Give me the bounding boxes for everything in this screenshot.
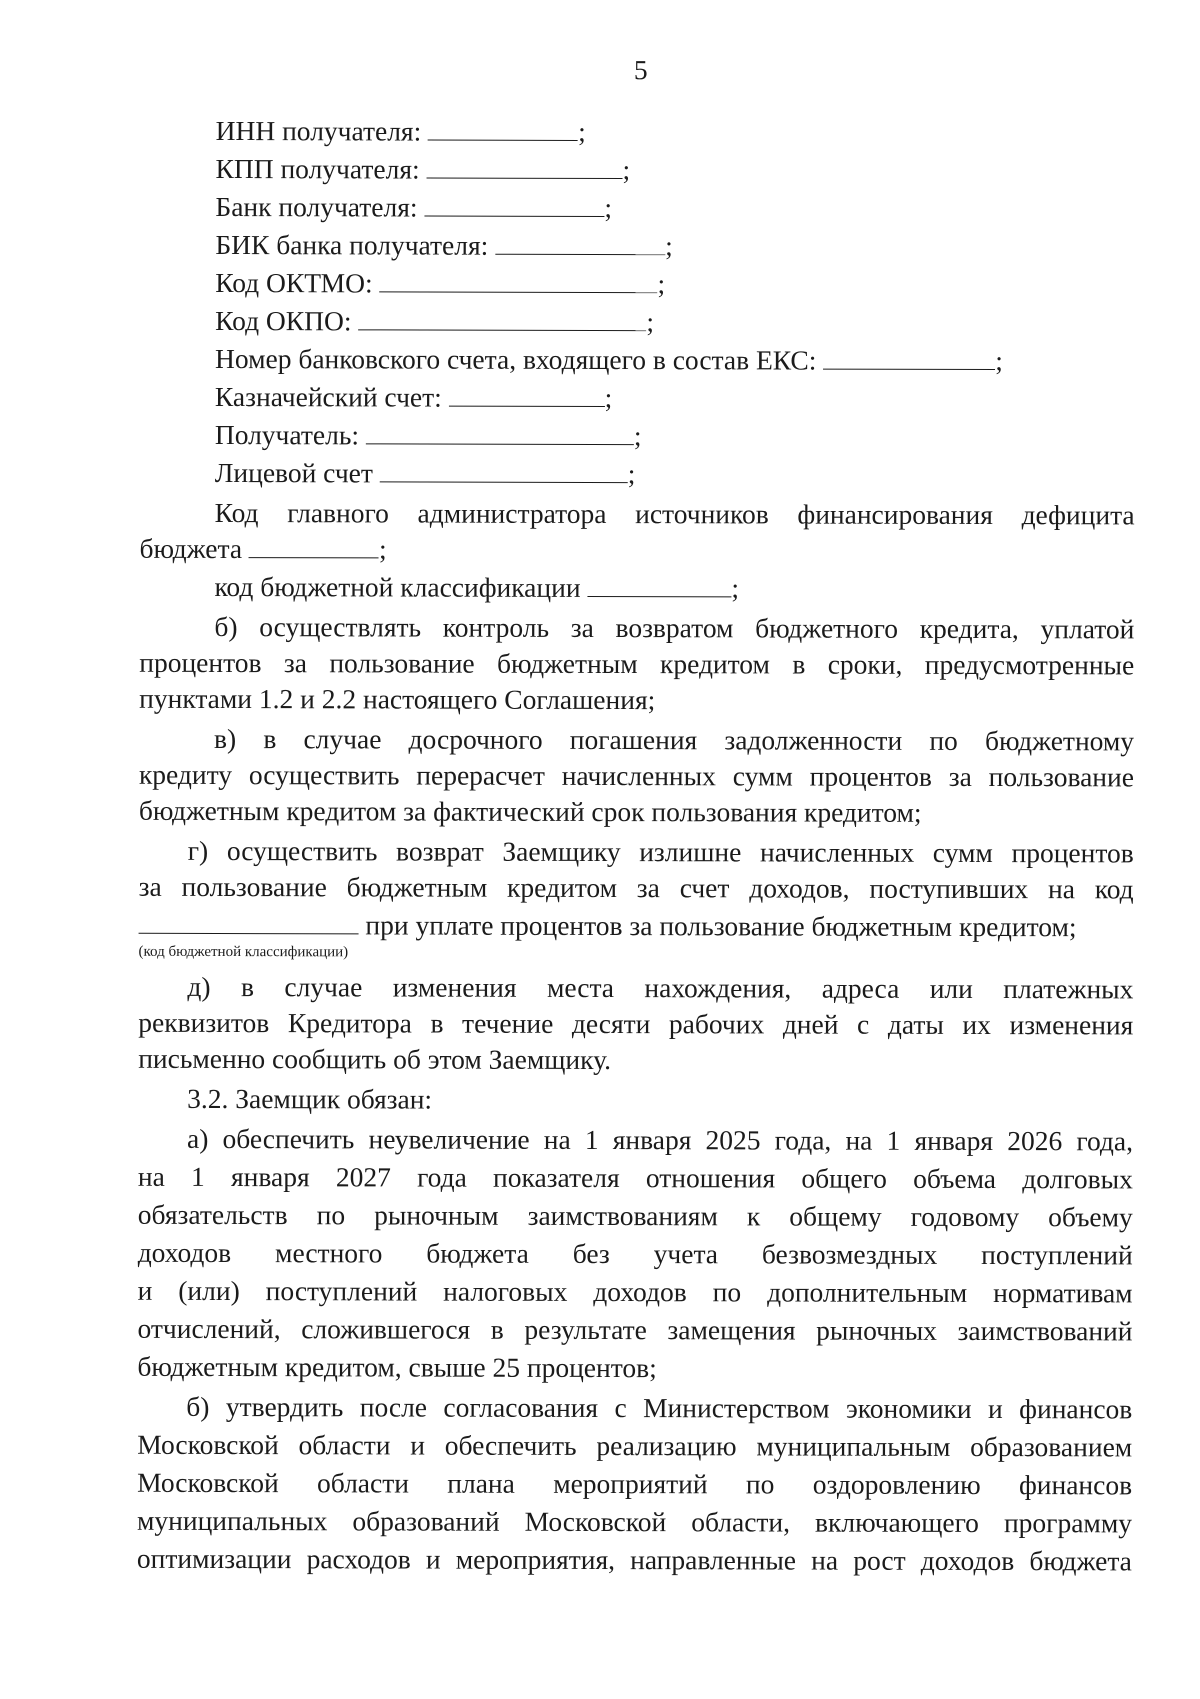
bik-blank: [495, 230, 665, 255]
para-a2-line-3: обязательств по рыночным заимствованиям к общему годовому объему: [137, 1198, 1133, 1233]
account-blank: [380, 457, 628, 483]
kbk-blank: [587, 572, 731, 597]
para-b-line-2: процентов за пользование бюджетным кредитом в сроки, предусмотренные: [139, 646, 1135, 681]
admin-code-line-1: Код главного администратора источников финансирования дефицита: [214, 496, 1135, 531]
treasury-blank: [449, 382, 605, 407]
para-b2-line-1: б) утвердить после согласования с Министерством экономики и финансов: [186, 1390, 1133, 1425]
para-a2-line-4: доходов местного бюджета без учета безвозмездных поступлений: [137, 1236, 1133, 1271]
section-3-2-heading: 3.2. Заемщик обязан:: [187, 1082, 433, 1115]
oktmo-line: Код ОКТМО: ;: [215, 266, 666, 300]
treasury-line: Казначейский счет: ;: [214, 380, 613, 414]
para-a2-line-6: отчислений, сложившегося в результате замещения рыночных заимствований: [137, 1312, 1133, 1347]
para-g-kbk-blank: [139, 909, 359, 935]
bank-line: Банк получателя: ;: [215, 190, 613, 224]
para-b2-line-5: оптимизации расходов и мероприятия, направленные на рост доходов бюджета: [136, 1542, 1132, 1577]
para-b-line-1: б) осуществлять контроль за возвратом бюджетного кредита, уплатой: [214, 610, 1135, 645]
kbk-label: код бюджетной классификации: [214, 570, 581, 603]
okpo-blank: [358, 305, 646, 331]
para-a2-line-7: бюджетным кредитом, свыше 25 процентов;: [137, 1350, 657, 1384]
inn-label: ИНН получателя:: [215, 114, 422, 147]
okpo-line: Код ОКПО: ;: [215, 304, 655, 338]
page-number: 5: [633, 54, 648, 86]
kbk-caption: (код бюджетной классификации): [138, 943, 349, 961]
eks-label: Номер банковского счета, входящего в состав ЕКС:: [215, 342, 817, 376]
para-b-line-3: пунктами 1.2 и 2.2 настоящего Соглашения;: [139, 682, 656, 716]
recipient-label: Получатель:: [214, 418, 360, 451]
para-g-line-2: за пользование бюджетным кредитом за счет доходов, поступивших на код: [138, 870, 1134, 905]
account-label: Лицевой счет: [214, 456, 373, 489]
para-a2-line-5: и (или) поступлений налоговых доходов по дополнительным нормативам: [137, 1274, 1133, 1309]
admin-code-line-2: бюджета ;: [139, 532, 387, 565]
kpp-blank: [426, 154, 622, 180]
para-v-line-2: кредиту осуществить перерасчет начисленных сумм процентов за пользование: [138, 758, 1135, 793]
bik-label: БИК банка получателя:: [215, 228, 489, 261]
para-d-line-2: реквизитов Кредитора в течение десяти рабочих дней с даты их изменения: [138, 1006, 1134, 1041]
recipient-line: Получатель: ;: [214, 418, 642, 452]
kbk-line: код бюджетной классификации ;: [214, 570, 740, 604]
inn-line: ИНН получателя: ;: [215, 114, 586, 147]
para-b2-line-2: Московской области и обеспечить реализацию муниципальным образованием: [137, 1428, 1133, 1463]
para-g-line-1: г) осуществить возврат Заемщику излишне начисленных сумм процентов: [187, 834, 1134, 869]
oktmo-blank: [379, 267, 657, 293]
bank-label: Банк получателя:: [215, 190, 418, 223]
admin-code-blank: [249, 533, 379, 558]
para-v-line-3: бюджетным кредитом за фактический срок пользования кредитом;: [138, 794, 922, 828]
para-b2-line-3: Московской области плана мероприятий по оздоровлению финансов: [137, 1466, 1133, 1501]
oktmo-label: Код ОКТМО:: [215, 266, 373, 299]
kpp-line: КПП получателя: ;: [215, 152, 631, 186]
para-a2-line-1: а) обеспечить неувеличение на 1 января 2025 года, на 1 января 2026 года,: [186, 1122, 1134, 1157]
bik-line: БИК банка получателя: ;: [215, 228, 673, 262]
account-line: Лицевой счет ;: [214, 456, 636, 490]
eks-blank: [823, 345, 995, 370]
kpp-label: КПП получателя:: [215, 152, 420, 185]
bank-blank: [424, 192, 604, 217]
inn-blank: [428, 116, 578, 141]
para-a2-line-2: на 1 января 2027 года показателя отношения общего объема долговых: [137, 1160, 1133, 1195]
eks-line: Номер банковского счета, входящего в состав ЕКС: ;: [215, 342, 1003, 377]
para-g-line-3: при уплате процентов за пользование бюджетным кредитом;: [139, 907, 1077, 945]
para-d-line-1: д) в случае изменения места нахождения, адреса или платежных: [187, 970, 1134, 1005]
treasury-label: Казначейский счет:: [214, 380, 442, 413]
para-b2-line-4: муниципальных образований Московской области, включающего программу: [136, 1504, 1133, 1539]
para-d-line-3: письменно сообщить об этом Заемщику.: [138, 1042, 612, 1076]
recipient-blank: [366, 419, 634, 445]
para-v-line-1: в) в случае досрочного погашения задолженности по бюджетному: [214, 722, 1135, 757]
okpo-label: Код ОКПО:: [215, 304, 352, 337]
